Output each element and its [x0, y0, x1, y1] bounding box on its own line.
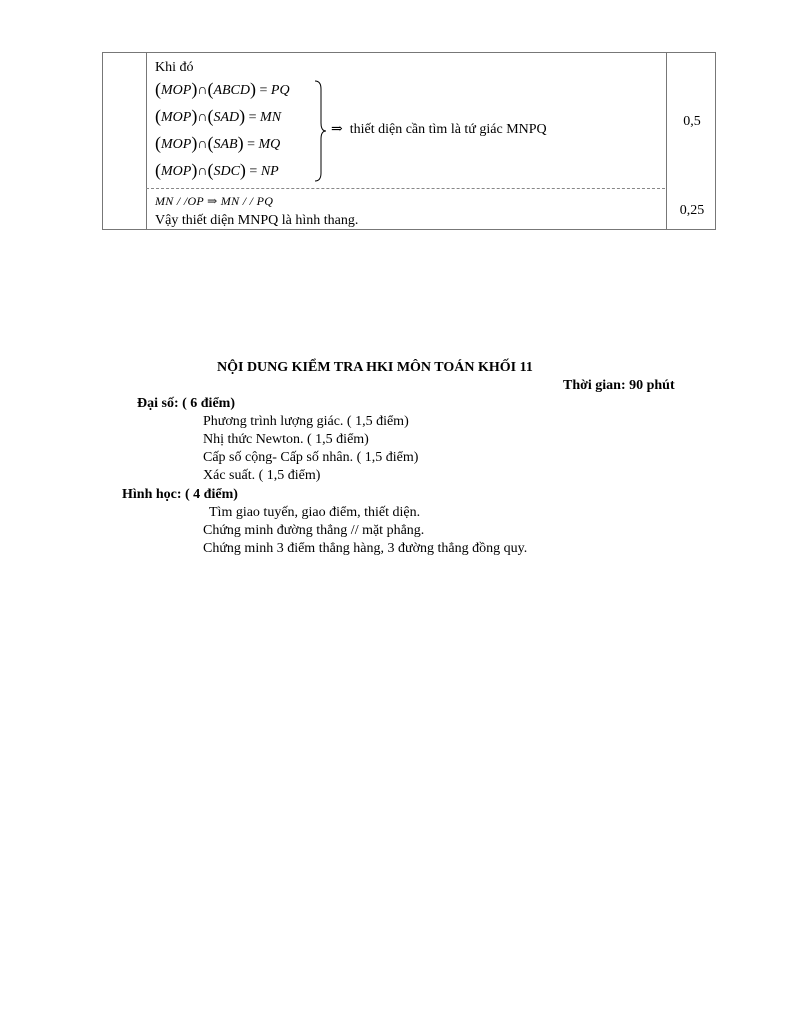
relation-plane: SDC — [213, 164, 240, 179]
relation-plane: SAB — [213, 137, 238, 152]
relation-result: NP — [260, 164, 279, 179]
list-item: Tìm giao tuyến, giao điểm, thiết diện. — [209, 505, 421, 520]
relation-left: MOP — [161, 164, 192, 179]
solution-conclusion: thiết diện cần tìm là tứ giác MNPQ — [349, 122, 547, 137]
right-brace-icon — [313, 79, 327, 183]
list-item: Nhị thức Newton. ( 1,5 điểm) — [203, 432, 369, 447]
table-column-divider — [146, 53, 147, 229]
relation-result: MN — [260, 110, 282, 125]
relation-line: (MOP)∩(ABCD) = PQ — [155, 79, 290, 99]
relation-left: MOP — [161, 83, 192, 98]
parallel-formula: MN / /OP ⇒ MN / / PQ — [155, 194, 274, 208]
relation-plane: SAD — [213, 110, 240, 125]
relation-line: (MOP)∩(SDC) = NP — [155, 160, 279, 180]
relation-result: MQ — [258, 137, 281, 152]
score-value: 0,5 — [683, 114, 701, 129]
solution-table — [102, 52, 716, 230]
algebra-heading: Đại số: ( 6 điểm) — [137, 396, 235, 411]
relation-left: MOP — [161, 110, 192, 125]
implies-icon: ⇒ — [331, 122, 343, 137]
list-item: Chứng minh đường thẳng // mặt phẳng. — [203, 523, 425, 538]
relation-line: (MOP)∩(SAB) = MQ — [155, 133, 281, 153]
relation-line: (MOP)∩(SAD) = MN — [155, 106, 282, 126]
exam-time: Thời gian: 90 phút — [563, 378, 675, 393]
list-item: Cấp số cộng- Cấp số nhân. ( 1,5 điểm) — [203, 450, 419, 465]
row2-conclusion: Vậy thiết diện MNPQ là hình thang. — [155, 213, 359, 228]
relation-left: MOP — [161, 137, 192, 152]
list-item: Phương trình lượng giác. ( 1,5 điểm) — [203, 414, 409, 429]
table-row-divider — [146, 188, 665, 189]
list-item: Chứng minh 3 điểm thẳng hàng, 3 đường thẳng đồng quy. — [203, 541, 528, 556]
page-title: NỘI DUNG KIỂM TRA HKI MÔN TOÁN KHỐI 11 — [217, 360, 533, 375]
solution-intro: Khi đó — [155, 60, 194, 75]
list-item: Xác suất. ( 1,5 điểm) — [203, 468, 321, 483]
relation-plane: ABCD — [213, 83, 251, 98]
relation-result: PQ — [270, 83, 290, 98]
score-value: 0,25 — [679, 203, 705, 218]
geometry-heading: Hình học: ( 4 điểm) — [122, 487, 238, 502]
solution-conclusion-line — [331, 122, 547, 138]
